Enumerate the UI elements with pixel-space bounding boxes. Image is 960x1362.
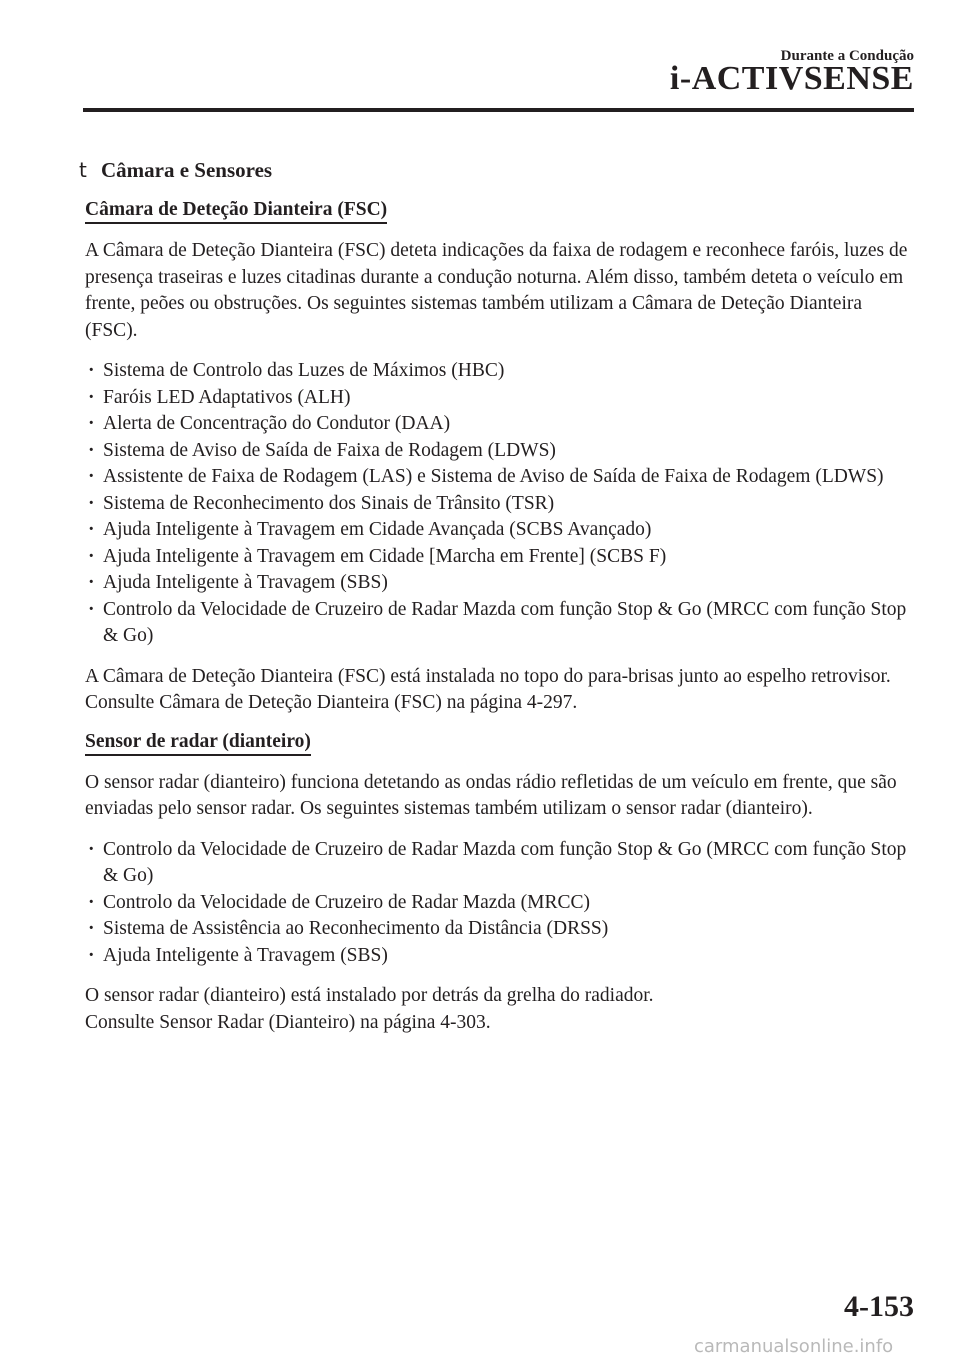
section-title-text: Câmara e Sensores — [101, 158, 273, 182]
list-item: · Sistema de Reconhecimento dos Sinais de Trânsito (TSR) — [85, 491, 914, 518]
list-item: · Sistema de Assistência ao Reconhecimento da Distância (DRSS) — [85, 916, 914, 943]
list-item: · Faróis LED Adaptativos (ALH) — [85, 385, 914, 412]
fsc-reference: Consulte Câmara de Deteção Dianteira (FSC) na página 4-297. — [85, 692, 578, 713]
watermark: carmanualsonline.info — [694, 1336, 894, 1357]
page-content — [79, 158, 914, 1050]
list-item: · Ajuda Inteligente à Travagem (SBS) — [85, 570, 914, 597]
list-item: · Controlo da Velocidade de Cruzeiro de Radar Mazda (MRCC) — [85, 890, 914, 917]
radar-heading: Sensor de radar (dianteiro) — [85, 731, 311, 756]
fsc-systems-list — [85, 358, 914, 650]
chapter-label: Durante a Condução — [780, 48, 914, 64]
fsc-heading: Câmara de Deteção Dianteira (FSC) — [85, 199, 387, 224]
list-item: · Sistema de Controlo das Luzes de Máximos (HBC) — [85, 358, 914, 385]
list-item: · Controlo da Velocidade de Cruzeiro de Radar Mazda com função Stop & Go (MRCC com função Stop & Go) — [85, 837, 914, 890]
section-marker-icon: t — [79, 158, 87, 182]
list-item: · Sistema de Aviso de Saída de Faixa de Rodagem (LDWS) — [85, 438, 914, 465]
section-title — [79, 158, 914, 183]
radar-reference: Consulte Sensor Radar (Dianteiro) na página 4-303. — [85, 1011, 491, 1033]
fsc-intro: A Câmara de Deteção Dianteira (FSC) deteta indicações da faixa de rodagem e reconhece faróis, luzes de presença traseiras e luzes citadinas durante a condução noturna. Além disso, também deteta o veículo em frente, peões ou obstruções. Os seguintes sistemas também utilizam a Câmara de Deteção Dianteira (FSC). — [85, 240, 908, 341]
header-rule — [83, 108, 914, 112]
list-item: · Controlo da Velocidade de Cruzeiro de Radar Mazda com função Stop & Go (MRCC com função Stop & Go) — [85, 597, 914, 650]
radar-intro: O sensor radar (dianteiro) funciona detetando as ondas rádio refletidas de um veículo em frente, que são enviadas pelo sensor radar. Os seguintes sistemas também utilizam o sensor radar (dianteiro). — [85, 771, 897, 819]
radar-location: O sensor radar (dianteiro) está instalado por detrás da grelha do radiador. — [85, 985, 654, 1006]
radar-systems-list — [85, 837, 914, 970]
fsc-location: A Câmara de Deteção Dianteira (FSC) está instalada no topo do para-brisas junto ao espelho retrovisor. — [85, 665, 891, 687]
list-item: · Assistente de Faixa de Rodagem (LAS) e Sistema de Aviso de Saída de Faixa de Rodagem (LDWS) — [85, 464, 914, 491]
list-item: · Ajuda Inteligente à Travagem em Cidade Avançada (SCBS Avançado) — [85, 517, 914, 544]
list-item: · Alerta de Concentração do Condutor (DAA) — [85, 411, 914, 438]
page-number: 4-153 — [844, 1290, 914, 1323]
list-item: · Ajuda Inteligente à Travagem (SBS) — [85, 943, 914, 970]
list-item: · Ajuda Inteligente à Travagem em Cidade [Marcha em Frente] (SCBS F) — [85, 544, 914, 571]
chapter-title: i-ACTIVSENSE — [669, 60, 914, 97]
